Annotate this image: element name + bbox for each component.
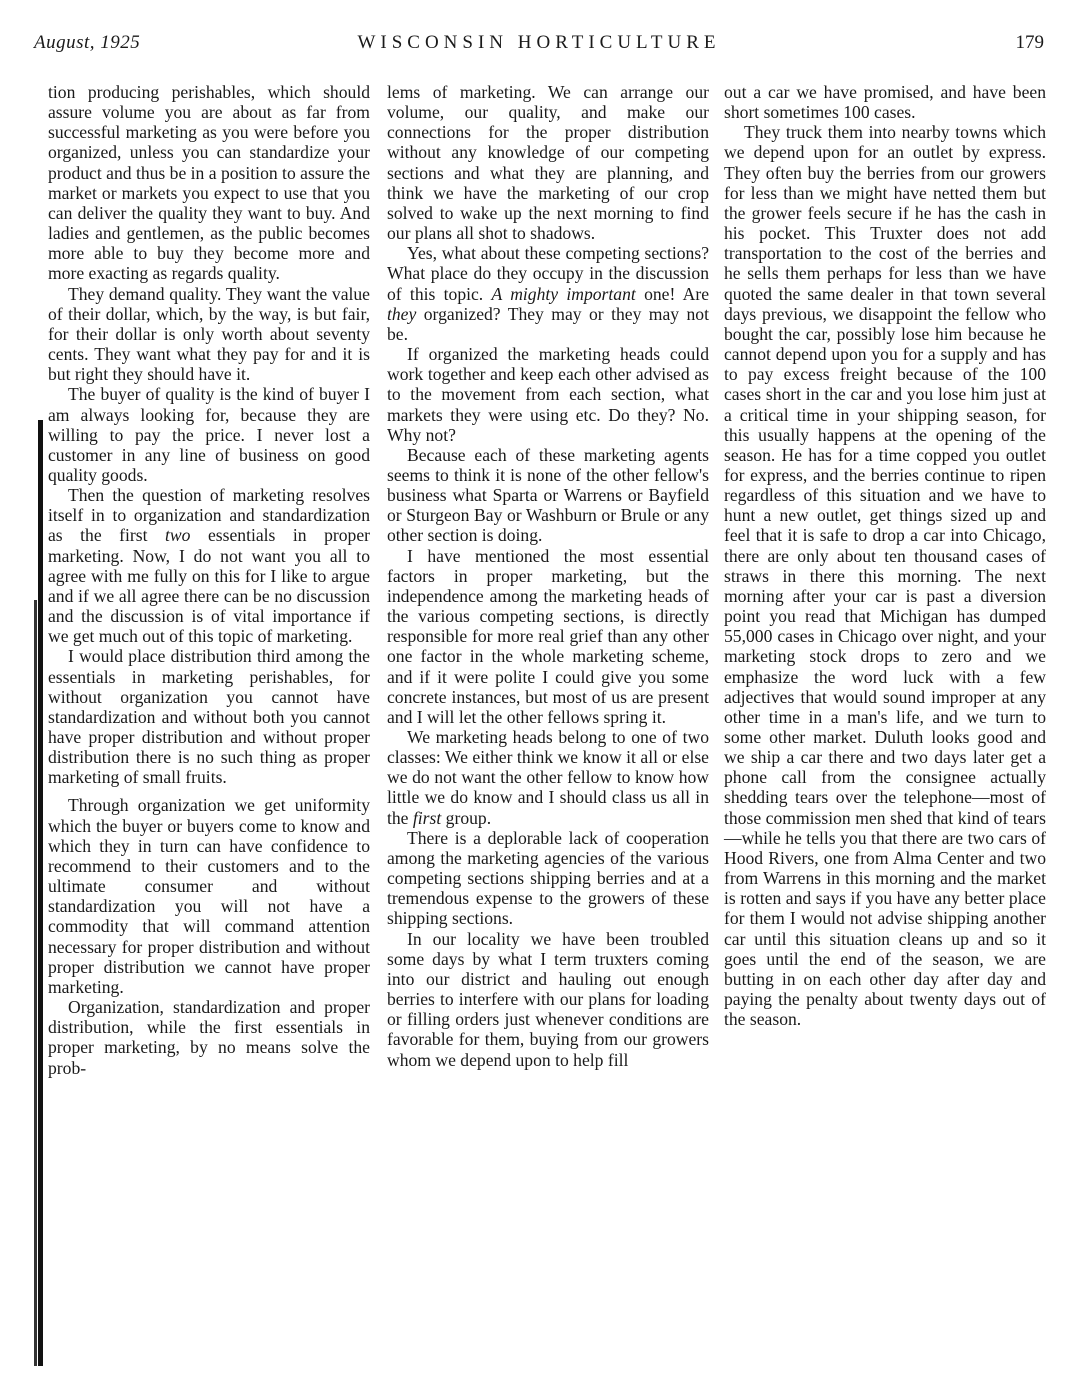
paragraph: I would place distribution third among the essentials in marketing perishables, for without organization you cannot have standardization and without both you cannot have proper distribution and without proper distribution there is no such thing as proper marketing of small fruits. [48, 646, 370, 788]
paragraph: out a car we have promised, and have been short sometimes 100 cases. [724, 82, 1046, 123]
paragraph-text: essentials in proper marketing. Now, I do not want you all to agree with me fully on this for I like to argue and if we all agree there can be no discussion and the discussion is of vital importance if we get much out of this topic of marketing. [48, 525, 371, 647]
column-2 [387, 82, 709, 1070]
paragraph: Organization, standardization and proper distribution, while the first essentials in proper marketing, by no means solve the prob- [48, 997, 370, 1078]
paragraph [387, 243, 709, 344]
italic-text: first [412, 807, 442, 828]
italic-text: A mighty important [491, 283, 636, 304]
paragraph-text: one! Are [644, 283, 710, 304]
column-3 [724, 82, 1046, 1029]
paragraph-text: Yes, what about these competing sections? What place do they occupy in the discussion of this topic. [387, 243, 709, 304]
paragraph: They demand quality. They want the value of their dollar, which, by the way, is but fair, for their dollar is only worth about seventy cents. They want what they pay for and it is but right they should have it. [48, 283, 370, 385]
paragraph-text: group. [445, 807, 492, 828]
paragraph [387, 727, 709, 828]
paragraph: The buyer of quality is the kind of buyer I am always looking for, because they are willing to pay the price. I never lost a customer in any line of business on good quality goods. [48, 384, 370, 485]
paragraph: They truck them into nearby towns which we depend upon for an outlet by express. They often buy the berries from our growers for less than we might have netted them but the grower feels secure if he has the cash in his pocket. This Truxter does not add transportation to the cost of the berries and he sells them perhaps for less than we have quoted the same dealer in that town several days previous, we disappoint the fellow who bought the car, possibly lose him because he cannot depend upon you for a supply and has to pay excess freight because of the 100 cases short in the car and you lose him just at a critical time in your shipping season, for this usually happens at the opening of the season. He has for a time copped you outlet for express, and the berries continue to ripen regardless of this situation and we have to hunt a new outlet, get things sized up and feel that it is safe to drop a car into Chicago, there are only about ten thousand cases of straws in there this morning. The next morning after your car is past a diversion point you read that Michigan has dumped 55,000 cases in Chicago over night, and your marketing stock drops to zero and we emphasize the word luck with a few adjectives that would sound improper at any other time in a man's life, and we turn to some other market. Duluth looks good and we ship a car there and two days later get a phone call from the consignee actually shedding tears over the telephone—most of those commission men shed that kind of tears—while he tells you that there are two cars of Hood Rivers, one from Alma Center and two from Warrens in this morning and the market is rotten and says if you have any better place for them I would not advise shipping another car until this situation cleans up and so it goes until the end of the season, we are butting in on each other day after day and paying the penalty about twenty days out of the season. [724, 122, 1046, 1030]
paragraph: In our locality we have been troubled some days by what I term truxters coming into our district and hauling out enough berries to interfere with our plans for loading or filling orders just whenever conditions are favorable for them, buying from our growers whom we depend upon to help fill [387, 928, 709, 1070]
paragraph: If organized the marketing heads could work together and keep each other advised as to the movement from each section, what markets they were using etc. Do they? No. Why not? [387, 344, 709, 445]
running-header [34, 30, 1044, 60]
page-number: 179 [1015, 32, 1044, 53]
paragraph: There is a deplorable lack of cooperation among the marketing agencies of the various competing sections shipping berries and at a tremendous expense to the growers of these shipping sections. [387, 827, 709, 929]
column-1 [48, 82, 370, 1078]
paragraph: Through organization we get uniformity which the buyer or buyers come to know and which they in turn can have confidence to recommend to their customers and to the ultimate consumer and without standardization you will not have a commodity that will command attention necessary for proper distribution and without proper distribution we cannot have proper marketing. [48, 795, 370, 997]
italic-text: two [165, 525, 191, 546]
paragraph-text: organized? They may or they may not be. [387, 303, 709, 344]
italic-text: they [387, 303, 417, 324]
issue-date: August, 1925 [34, 32, 141, 53]
paragraph-text: Then the question of marketing resolves itself in to organization and standardization as the first [48, 485, 370, 546]
paragraph-text: We marketing heads belong to one of two classes: We either think we know it all or else we do not want the other fellow to know how little we do know and I should class us all in the [387, 727, 709, 828]
paragraph: tion producing perishables, which should assure volume you are about as far from successful marketing as you were before you organized, unless you can standardize your product and thus be in a position to assure the market or markets you expect to use that you can deliver the quality they want to buy. And ladies and gentlemen, as the public becomes more able to buy they become more and more exacting as regards quality. [48, 82, 371, 284]
paragraph: Because each of these marketing agents seems to think it is none of the other fellow's business what Sparta or Warrens or Bayfield or Sturgeon Bay or Washburn or Brule or any other section is doing. [387, 444, 709, 546]
margin-rule-secondary [34, 600, 37, 1366]
paragraph: I have mentioned the most essential factors in proper marketing, but the independence among the marketing heads of the various competing sections, is directly responsible for more real grief than any other one factor in the whole marketing scheme, and if it were polite I could give you some concrete instances, but most of us are present and I will let the other fellows spring it. [387, 545, 709, 727]
paragraph [48, 485, 370, 646]
paragraph: lems of marketing. We can arrange our volume, our quality, and make our connections for the proper distribution without any knowledge of our competing sections and what they are planning, and think we have the marketing of our crop solved to wake up the next morning to find our plans all shot to shadows. [387, 82, 709, 244]
margin-rule [38, 420, 43, 1366]
publication-title: WISCONSIN HORTICULTURE [357, 32, 721, 53]
